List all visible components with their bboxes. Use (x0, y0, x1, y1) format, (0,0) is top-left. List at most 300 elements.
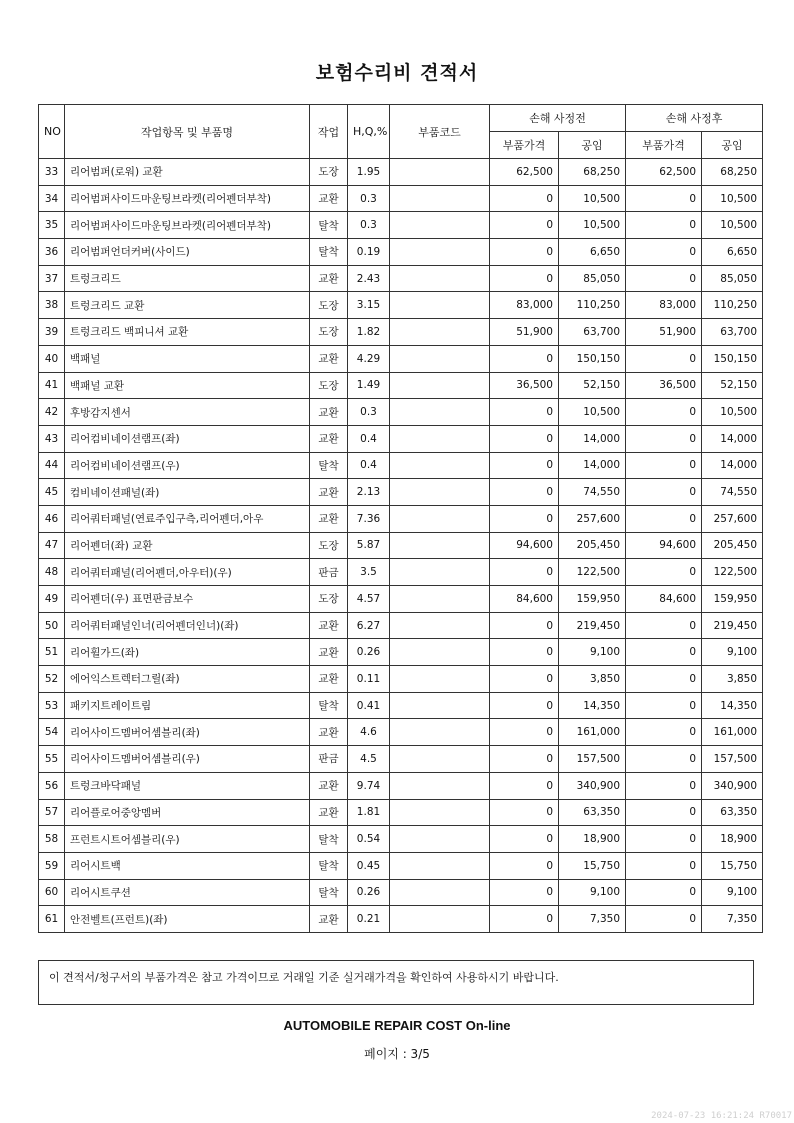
row-work: 교환 (310, 479, 348, 506)
row-after-labor: 10,500 (702, 212, 763, 239)
row-code (390, 319, 490, 346)
row-after-labor: 161,000 (702, 719, 763, 746)
row-after-labor: 3,850 (702, 666, 763, 693)
footer-title: AUTOMOBILE REPAIR COST On-line (283, 1018, 511, 1033)
row-after-part-price: 0 (626, 666, 702, 693)
row-no: 33 (39, 159, 65, 186)
row-item: 패키지트레이트림 (65, 692, 310, 719)
row-before-labor: 9,100 (559, 879, 626, 906)
row-after-part-price: 36,500 (626, 372, 702, 399)
row-item: 후방감지센서 (65, 399, 310, 426)
row-after-part-price: 0 (626, 185, 702, 212)
row-after-part-price: 0 (626, 879, 702, 906)
row-before-labor: 161,000 (559, 719, 626, 746)
row-before-part-price: 84,600 (490, 586, 559, 613)
row-code (390, 639, 490, 666)
table-row (39, 319, 763, 346)
row-after-part-price: 0 (626, 906, 702, 933)
row-before-labor: 6,650 (559, 239, 626, 266)
row-item: 트렁크바닥패널 (65, 772, 310, 799)
row-no: 44 (39, 452, 65, 479)
row-after-labor: 219,450 (702, 612, 763, 639)
row-work: 교환 (310, 666, 348, 693)
row-work: 교환 (310, 906, 348, 933)
row-after-part-price: 83,000 (626, 292, 702, 319)
row-before-part-price: 0 (490, 452, 559, 479)
row-item: 리어범퍼사이드마운팅브라켓(리어펜더부착) (65, 185, 310, 212)
row-hq: 0.4 (348, 452, 390, 479)
table-row (39, 532, 763, 559)
row-work: 도장 (310, 532, 348, 559)
row-no: 59 (39, 852, 65, 879)
row-work: 교환 (310, 345, 348, 372)
row-after-labor: 14,000 (702, 452, 763, 479)
row-before-labor: 74,550 (559, 479, 626, 506)
row-hq: 0.19 (348, 239, 390, 266)
row-code (390, 185, 490, 212)
row-before-part-price: 0 (490, 479, 559, 506)
row-item: 리어플로어중앙멤버 (65, 799, 310, 826)
row-before-labor: 9,100 (559, 639, 626, 666)
row-no: 45 (39, 479, 65, 506)
table-row (39, 265, 763, 292)
row-item: 리어컴비네이션램프(우) (65, 452, 310, 479)
header-after: 손해 사정후 (626, 105, 763, 132)
row-before-part-price: 94,600 (490, 532, 559, 559)
table-row (39, 212, 763, 239)
row-before-labor: 52,150 (559, 372, 626, 399)
row-code (390, 799, 490, 826)
row-after-labor: 9,100 (702, 639, 763, 666)
row-after-part-price: 0 (626, 239, 702, 266)
row-hq: 1.82 (348, 319, 390, 346)
row-hq: 1.95 (348, 159, 390, 186)
row-before-part-price: 0 (490, 719, 559, 746)
row-before-labor: 157,500 (559, 746, 626, 773)
row-work: 탈착 (310, 692, 348, 719)
header-before-part-price: 부품가격 (490, 132, 559, 159)
row-code (390, 532, 490, 559)
header-before: 손해 사정전 (490, 105, 626, 132)
row-after-part-price: 0 (626, 826, 702, 853)
table-row (39, 906, 763, 933)
row-before-part-price: 0 (490, 906, 559, 933)
row-before-part-price: 0 (490, 692, 559, 719)
row-after-part-price: 0 (626, 799, 702, 826)
row-code (390, 746, 490, 773)
row-before-labor: 14,000 (559, 425, 626, 452)
header-before-labor: 공임 (559, 132, 626, 159)
row-hq: 9.74 (348, 772, 390, 799)
row-before-part-price: 0 (490, 746, 559, 773)
row-no: 46 (39, 505, 65, 532)
row-work: 판금 (310, 559, 348, 586)
row-before-part-price: 0 (490, 559, 559, 586)
row-item: 리어범퍼사이드마운팅브라켓(리어펜더부착) (65, 212, 310, 239)
row-before-part-price: 0 (490, 212, 559, 239)
row-code (390, 399, 490, 426)
row-before-part-price: 0 (490, 265, 559, 292)
table-row (39, 612, 763, 639)
row-item: 리어컴비네이션램프(좌) (65, 425, 310, 452)
row-code (390, 372, 490, 399)
row-before-part-price: 0 (490, 399, 559, 426)
row-work: 교환 (310, 185, 348, 212)
row-before-labor: 257,600 (559, 505, 626, 532)
table-row (39, 292, 763, 319)
row-after-labor: 63,700 (702, 319, 763, 346)
row-no: 38 (39, 292, 65, 319)
row-after-part-price: 94,600 (626, 532, 702, 559)
row-no: 48 (39, 559, 65, 586)
row-work: 교환 (310, 399, 348, 426)
row-code (390, 559, 490, 586)
row-item: 리어시트백 (65, 852, 310, 879)
row-no: 47 (39, 532, 65, 559)
row-work: 탈착 (310, 239, 348, 266)
row-before-part-price: 0 (490, 239, 559, 266)
row-before-part-price: 0 (490, 345, 559, 372)
row-before-part-price: 0 (490, 185, 559, 212)
table-row (39, 479, 763, 506)
row-after-labor: 257,600 (702, 505, 763, 532)
header-code: 부품코드 (390, 105, 490, 159)
row-no: 35 (39, 212, 65, 239)
table-body (39, 159, 763, 933)
row-after-labor: 14,000 (702, 425, 763, 452)
row-before-labor: 10,500 (559, 399, 626, 426)
row-item: 리어쿼터패널인너(리어펜더인너)(좌) (65, 612, 310, 639)
row-before-labor: 205,450 (559, 532, 626, 559)
row-hq: 5.87 (348, 532, 390, 559)
row-before-labor: 14,350 (559, 692, 626, 719)
row-after-part-price: 0 (626, 425, 702, 452)
row-work: 교환 (310, 265, 348, 292)
row-no: 53 (39, 692, 65, 719)
row-work: 도장 (310, 319, 348, 346)
row-before-labor: 85,050 (559, 265, 626, 292)
row-hq: 0.3 (348, 185, 390, 212)
row-before-labor: 63,350 (559, 799, 626, 826)
row-after-part-price: 0 (626, 212, 702, 239)
row-item: 리어쿼터패널(리어펜더,아우터)(우) (65, 559, 310, 586)
row-code (390, 879, 490, 906)
table-row (39, 799, 763, 826)
row-no: 42 (39, 399, 65, 426)
table-row (39, 826, 763, 853)
row-no: 61 (39, 906, 65, 933)
row-item: 트렁크리드 교환 (65, 292, 310, 319)
row-work: 교환 (310, 612, 348, 639)
row-hq: 2.43 (348, 265, 390, 292)
row-code (390, 586, 490, 613)
row-after-part-price: 0 (626, 479, 702, 506)
row-after-labor: 18,900 (702, 826, 763, 853)
row-hq: 0.3 (348, 212, 390, 239)
row-before-labor: 10,500 (559, 212, 626, 239)
row-item: 백패널 교환 (65, 372, 310, 399)
row-code (390, 345, 490, 372)
row-code (390, 265, 490, 292)
row-after-labor: 110,250 (702, 292, 763, 319)
row-before-labor: 63,700 (559, 319, 626, 346)
row-after-labor: 63,350 (702, 799, 763, 826)
row-after-labor: 9,100 (702, 879, 763, 906)
row-item: 리어범퍼언더커버(사이드) (65, 239, 310, 266)
row-hq: 0.45 (348, 852, 390, 879)
table-row (39, 772, 763, 799)
row-code (390, 212, 490, 239)
row-hq: 3.5 (348, 559, 390, 586)
row-after-labor: 10,500 (702, 185, 763, 212)
row-after-part-price: 84,600 (626, 586, 702, 613)
row-before-labor: 7,350 (559, 906, 626, 933)
row-before-labor: 68,250 (559, 159, 626, 186)
header-no: NO (39, 105, 65, 159)
table-row (39, 692, 763, 719)
row-no: 57 (39, 799, 65, 826)
print-timestamp: 2024-07-23 16:21:24 R70017 (651, 1111, 792, 1121)
row-before-part-price: 62,500 (490, 159, 559, 186)
row-item: 리어사이드멤버어셈블리(좌) (65, 719, 310, 746)
table-row (39, 372, 763, 399)
row-code (390, 479, 490, 506)
row-hq: 0.4 (348, 425, 390, 452)
row-code (390, 159, 490, 186)
header-after-labor: 공임 (702, 132, 763, 159)
row-work: 탈착 (310, 212, 348, 239)
row-after-labor: 10,500 (702, 399, 763, 426)
row-item: 리어범퍼(로워) 교환 (65, 159, 310, 186)
row-no: 56 (39, 772, 65, 799)
row-code (390, 239, 490, 266)
row-code (390, 666, 490, 693)
row-before-part-price: 0 (490, 826, 559, 853)
row-before-labor: 340,900 (559, 772, 626, 799)
row-before-part-price: 0 (490, 666, 559, 693)
row-no: 60 (39, 879, 65, 906)
row-after-labor: 68,250 (702, 159, 763, 186)
row-before-part-price: 51,900 (490, 319, 559, 346)
row-before-part-price: 0 (490, 425, 559, 452)
row-before-part-price: 0 (490, 639, 559, 666)
row-after-part-price: 0 (626, 505, 702, 532)
row-no: 39 (39, 319, 65, 346)
row-hq: 3.15 (348, 292, 390, 319)
row-after-labor: 85,050 (702, 265, 763, 292)
row-before-labor: 10,500 (559, 185, 626, 212)
row-before-labor: 14,000 (559, 452, 626, 479)
price-notice: 이 견적서/청구서의 부품가격은 참고 가격이므로 거래일 기준 실거래가격을 확인하여 사용하시기 바랍니다. (38, 960, 754, 1005)
row-item: 리어사이드멤버어셈블리(우) (65, 746, 310, 773)
row-hq: 4.57 (348, 586, 390, 613)
table-row (39, 185, 763, 212)
row-after-part-price: 0 (626, 746, 702, 773)
row-before-labor: 3,850 (559, 666, 626, 693)
row-after-part-price: 0 (626, 639, 702, 666)
table-row (39, 425, 763, 452)
row-after-labor: 6,650 (702, 239, 763, 266)
table-row (39, 586, 763, 613)
row-after-part-price: 62,500 (626, 159, 702, 186)
row-work: 도장 (310, 292, 348, 319)
table-row (39, 159, 763, 186)
row-hq: 0.3 (348, 399, 390, 426)
row-work: 교환 (310, 639, 348, 666)
row-hq: 0.21 (348, 906, 390, 933)
row-before-part-price: 83,000 (490, 292, 559, 319)
row-after-labor: 14,350 (702, 692, 763, 719)
document-title: 보험수리비 견적서 (315, 62, 479, 84)
row-before-part-price: 0 (490, 879, 559, 906)
row-before-labor: 15,750 (559, 852, 626, 879)
row-before-labor: 18,900 (559, 826, 626, 853)
row-code (390, 292, 490, 319)
row-hq: 0.11 (348, 666, 390, 693)
table-row (39, 505, 763, 532)
row-work: 교환 (310, 505, 348, 532)
row-no: 49 (39, 586, 65, 613)
row-work: 교환 (310, 799, 348, 826)
row-work: 탈착 (310, 826, 348, 853)
row-after-part-price: 0 (626, 399, 702, 426)
row-after-labor: 15,750 (702, 852, 763, 879)
row-before-part-price: 0 (490, 505, 559, 532)
row-item: 리어시트쿠션 (65, 879, 310, 906)
row-before-labor: 110,250 (559, 292, 626, 319)
row-hq: 0.26 (348, 879, 390, 906)
row-item: 안전벨트(프런트)(좌) (65, 906, 310, 933)
row-after-part-price: 51,900 (626, 319, 702, 346)
row-item: 리어펜더(우) 표면판금보수 (65, 586, 310, 613)
row-code (390, 425, 490, 452)
table-row (39, 746, 763, 773)
row-item: 리어펜더(좌) 교환 (65, 532, 310, 559)
header-item: 작업항목 및 부품명 (65, 105, 310, 159)
row-after-part-price: 0 (626, 772, 702, 799)
table-row (39, 639, 763, 666)
row-work: 도장 (310, 159, 348, 186)
row-item: 트렁크리드 (65, 265, 310, 292)
row-no: 34 (39, 185, 65, 212)
row-before-labor: 150,150 (559, 345, 626, 372)
row-hq: 2.13 (348, 479, 390, 506)
row-before-part-price: 0 (490, 799, 559, 826)
row-after-labor: 52,150 (702, 372, 763, 399)
row-code (390, 906, 490, 933)
row-before-labor: 159,950 (559, 586, 626, 613)
row-item: 프런트시트어셈블리(우) (65, 826, 310, 853)
row-item: 리어쿼터패널(연료주입구측,리어펜더,아우 (65, 505, 310, 532)
row-no: 41 (39, 372, 65, 399)
row-hq: 1.49 (348, 372, 390, 399)
row-after-labor: 74,550 (702, 479, 763, 506)
row-before-part-price: 0 (490, 772, 559, 799)
table-row (39, 452, 763, 479)
row-after-part-price: 0 (626, 719, 702, 746)
row-code (390, 719, 490, 746)
row-work: 탈착 (310, 452, 348, 479)
row-after-labor: 340,900 (702, 772, 763, 799)
row-hq: 6.27 (348, 612, 390, 639)
row-no: 37 (39, 265, 65, 292)
row-after-labor: 157,500 (702, 746, 763, 773)
row-no: 51 (39, 639, 65, 666)
row-after-part-price: 0 (626, 612, 702, 639)
row-after-part-price: 0 (626, 452, 702, 479)
row-item: 백패널 (65, 345, 310, 372)
row-no: 36 (39, 239, 65, 266)
table-row (39, 852, 763, 879)
header-work: 작업 (310, 105, 348, 159)
header-hq: H,Q,% (348, 105, 390, 159)
page-number: 페이지 : 3/5 (364, 1047, 430, 1061)
row-after-part-price: 0 (626, 559, 702, 586)
row-code (390, 772, 490, 799)
row-work: 교환 (310, 719, 348, 746)
row-code (390, 852, 490, 879)
table-row (39, 879, 763, 906)
row-work: 교환 (310, 425, 348, 452)
row-work: 판금 (310, 746, 348, 773)
row-code (390, 612, 490, 639)
row-after-part-price: 0 (626, 692, 702, 719)
row-hq: 0.54 (348, 826, 390, 853)
row-work: 교환 (310, 772, 348, 799)
row-before-part-price: 0 (490, 852, 559, 879)
table-row (39, 399, 763, 426)
row-no: 40 (39, 345, 65, 372)
row-hq: 4.29 (348, 345, 390, 372)
row-work: 탈착 (310, 879, 348, 906)
row-before-labor: 122,500 (559, 559, 626, 586)
row-work: 도장 (310, 372, 348, 399)
row-no: 43 (39, 425, 65, 452)
table-row (39, 559, 763, 586)
row-after-labor: 150,150 (702, 345, 763, 372)
row-no: 55 (39, 746, 65, 773)
row-hq: 4.5 (348, 746, 390, 773)
row-after-labor: 205,450 (702, 532, 763, 559)
row-after-part-price: 0 (626, 345, 702, 372)
row-before-part-price: 36,500 (490, 372, 559, 399)
row-item: 트렁크리드 백피니셔 교환 (65, 319, 310, 346)
row-before-labor: 219,450 (559, 612, 626, 639)
row-item: 리어휠가드(좌) (65, 639, 310, 666)
row-hq: 0.26 (348, 639, 390, 666)
row-item: 컴비네이션패널(좌) (65, 479, 310, 506)
row-code (390, 505, 490, 532)
row-after-labor: 7,350 (702, 906, 763, 933)
row-code (390, 826, 490, 853)
table-row (39, 666, 763, 693)
header-after-part-price: 부품가격 (626, 132, 702, 159)
table-row (39, 345, 763, 372)
row-code (390, 452, 490, 479)
row-after-part-price: 0 (626, 852, 702, 879)
row-after-labor: 159,950 (702, 586, 763, 613)
table-row (39, 239, 763, 266)
row-after-part-price: 0 (626, 265, 702, 292)
row-no: 50 (39, 612, 65, 639)
row-no: 54 (39, 719, 65, 746)
row-item: 에어익스트렉터그릴(좌) (65, 666, 310, 693)
row-before-part-price: 0 (490, 612, 559, 639)
row-no: 58 (39, 826, 65, 853)
row-no: 52 (39, 666, 65, 693)
row-hq: 0.41 (348, 692, 390, 719)
row-after-labor: 122,500 (702, 559, 763, 586)
